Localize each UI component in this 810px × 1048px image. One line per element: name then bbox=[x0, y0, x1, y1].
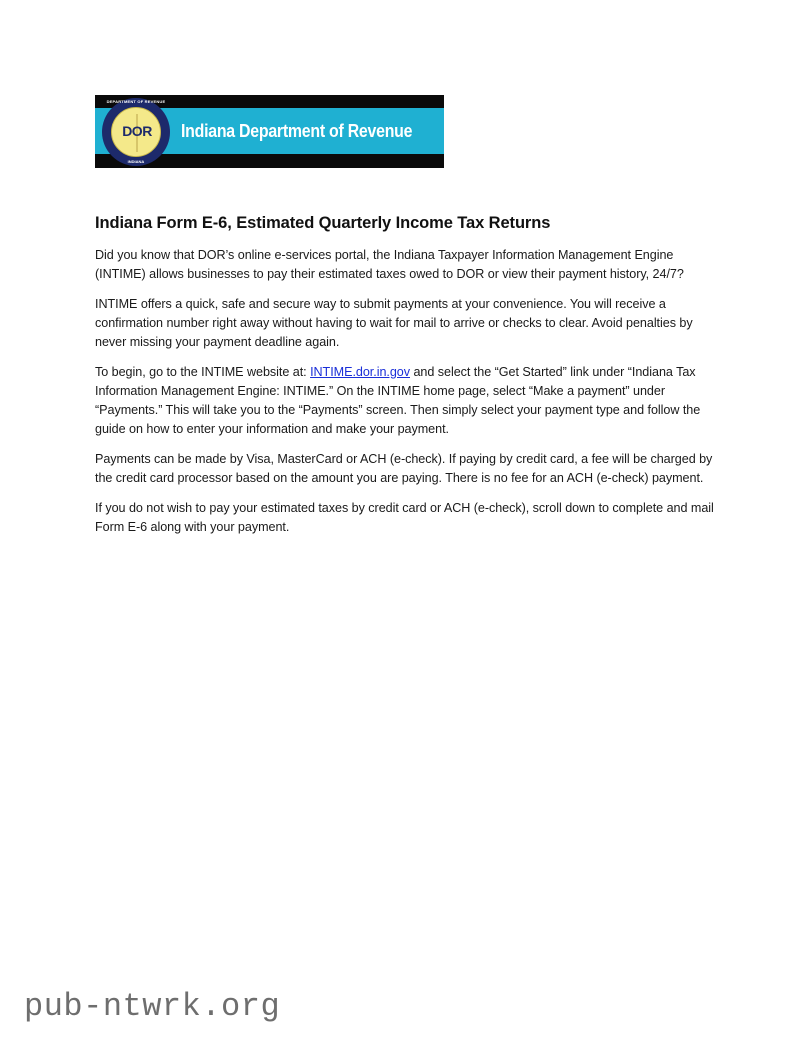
seal-arc-top-text: DEPARTMENT OF REVENUE bbox=[106, 99, 166, 104]
document-title: Indiana Form E-6, Estimated Quarterly Income Tax Returns bbox=[95, 214, 551, 232]
instructions-rest-text: and select the “Get Started” link under “Indiana Tax Information Management Engine: INTIME.” On the INTIME home page, select “Make a payment” under “Payments.” This will take you to the “Payments” screen. Then simply select your payment type and follow the guide on how to enter your information and make your payment. bbox=[95, 365, 701, 436]
seal-abbrev: DOR bbox=[122, 123, 152, 139]
paragraph-payment-methods: Payments can be made by Visa, MasterCard or ACH (e-check). If paying by credit card, a fee will be charged by the credit card processor based on the amount you are paying. There is no fee for an ACH (e-check) payment. bbox=[95, 452, 713, 485]
dor-logo-banner bbox=[95, 95, 444, 168]
seal-face bbox=[111, 107, 161, 157]
dor-seal-icon bbox=[102, 98, 170, 166]
watermark: pub-ntwrk.org bbox=[24, 988, 281, 1025]
document-body bbox=[95, 214, 725, 548]
paragraph-intro: Did you know that DOR’s online e-services portal, the Indiana Taxpayer Information Management Engine (INTIME) allows businesses to pay their estimated taxes owed to DOR or view their payment history, 24/7? bbox=[95, 248, 684, 281]
instructions-lead-text: To begin, go to the INTIME website at: bbox=[95, 365, 311, 379]
seal-arc-bottom-text: INDIANA bbox=[127, 159, 145, 164]
paragraph-mail-option: If you do not wish to pay your estimated taxes by credit card or ACH (e-check), scroll down to complete and mail Form E-6 along with your payment. bbox=[95, 501, 714, 534]
logo-title: Indiana Department of Revenue bbox=[181, 120, 413, 141]
paragraph-instructions bbox=[95, 363, 725, 439]
intime-website-link[interactable]: INTIME.dor.in.gov bbox=[310, 365, 410, 379]
paragraph-benefits: INTIME offers a quick, safe and secure way to submit payments at your convenience. You will receive a confirmation number right away without having to wait for mail to arrive or checks to clear. Avoid penalties by never missing your payment deadline again. bbox=[95, 297, 693, 349]
